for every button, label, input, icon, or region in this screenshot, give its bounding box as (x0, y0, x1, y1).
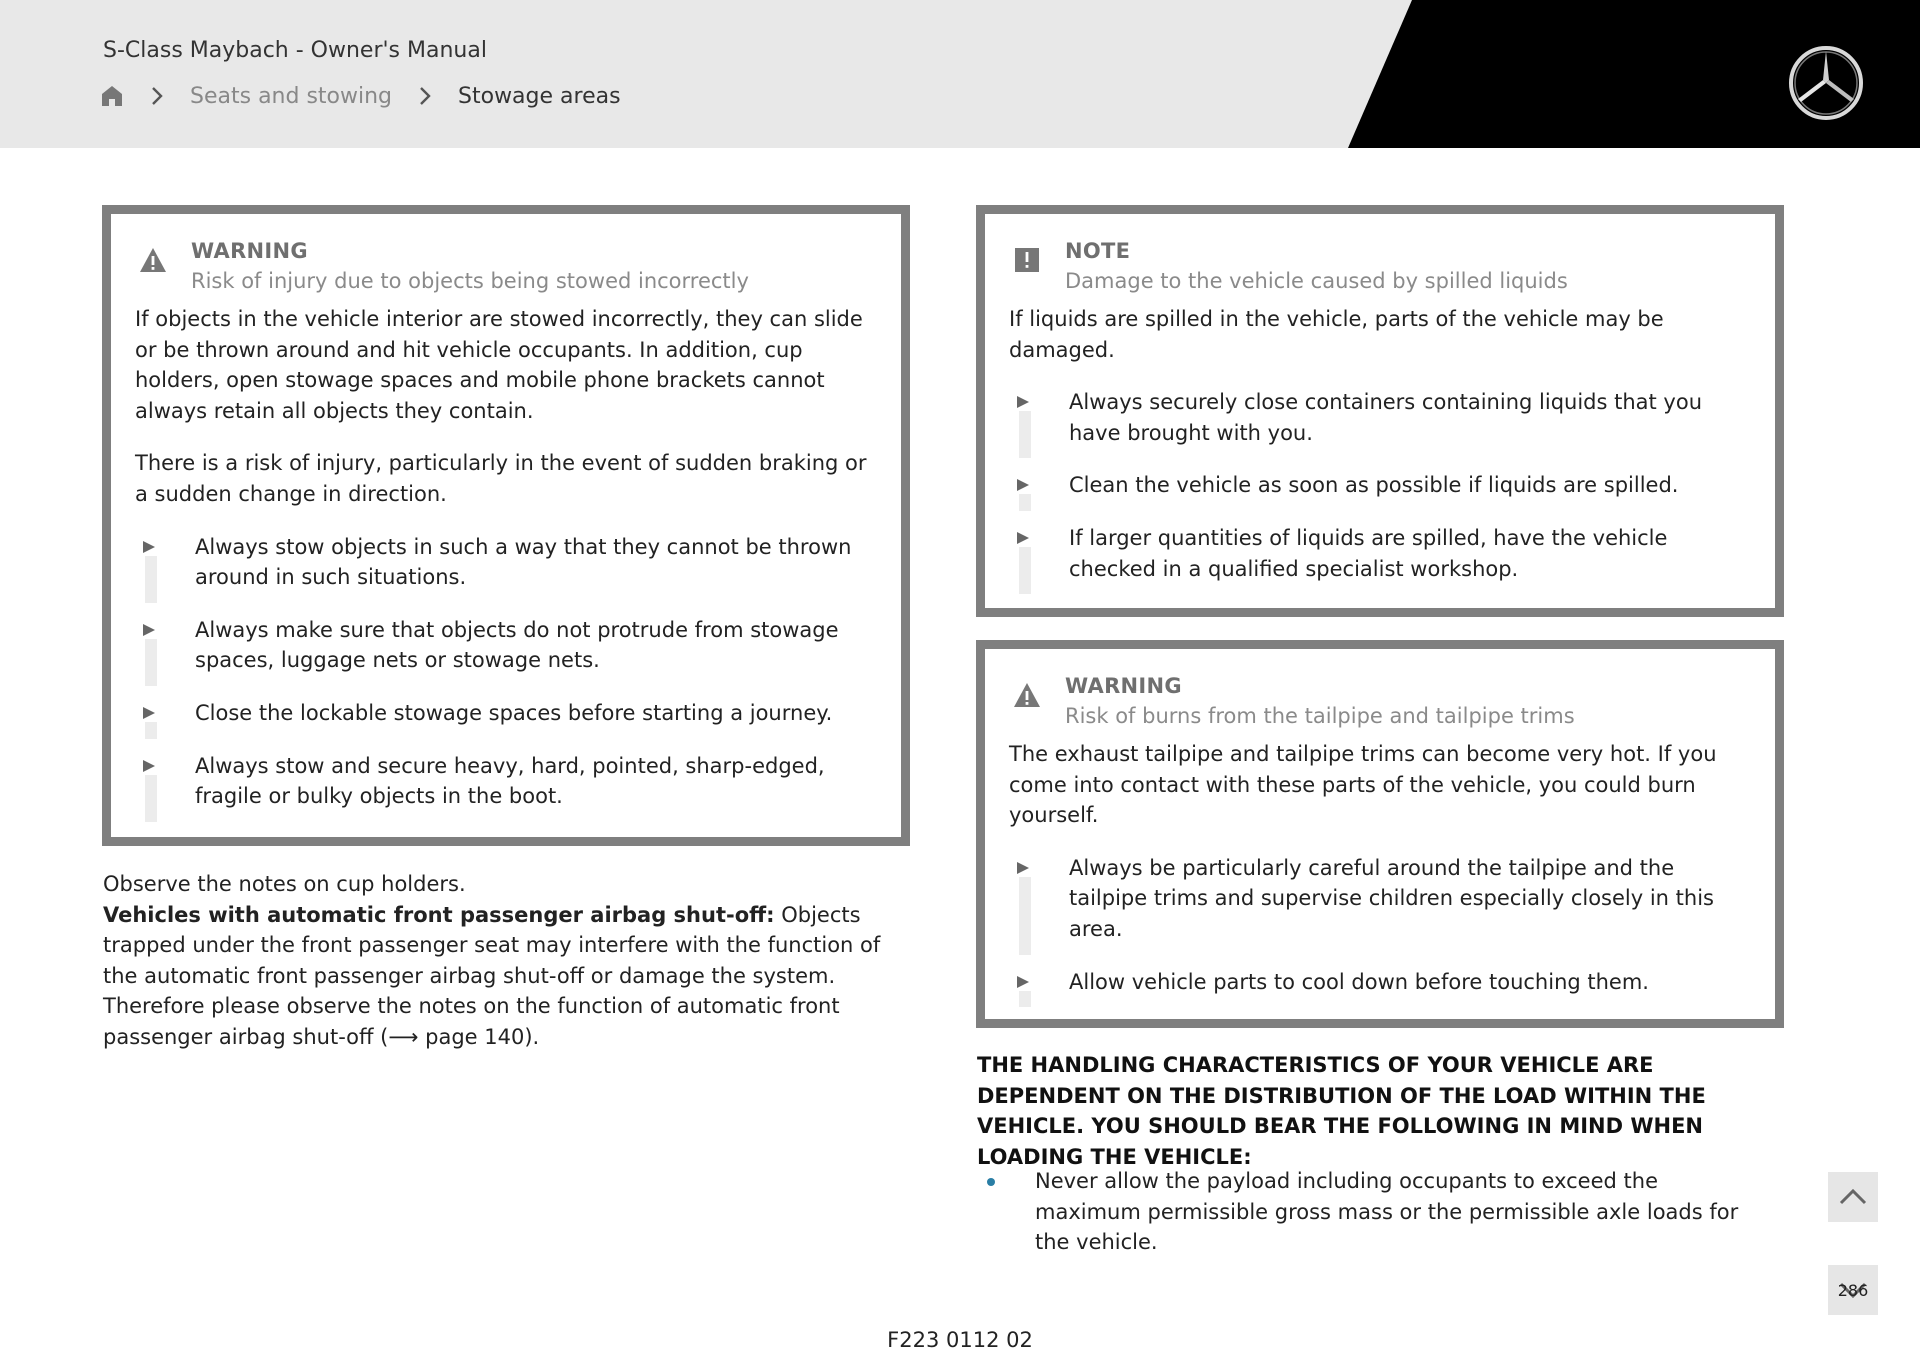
step-list (1009, 853, 1751, 997)
step-item: Always be particularly careful around the tailpipe and the tailpipe trims and supervise children especially closely in this area. (1009, 853, 1751, 945)
step-bar (1019, 547, 1031, 594)
play-arrow-icon (1016, 478, 1030, 492)
step-list (1009, 387, 1751, 584)
warning-paragraph: The exhaust tailpipe and tailpipe trims can become very hot. If you come into contact with these parts of the vehicle, you could burn yourself. (1009, 742, 1717, 828)
document-code: F223 0112 02 (887, 1328, 1033, 1352)
step-bar (1019, 991, 1031, 1008)
step-item: Always securely close containers containing liquids that you have brought with you. (1009, 387, 1751, 448)
breadcrumb (100, 80, 621, 112)
cup-holder-line: Observe the notes on cup holders. (103, 872, 466, 896)
box-type-label: WARNING (191, 239, 308, 263)
step-bar (1019, 411, 1031, 458)
chevron-right-icon (416, 84, 434, 108)
warning-paragraph: If objects in the vehicle interior are stowed incorrectly, they can slide or be thrown around and hit vehicle occupants. In addition, cup holders, open stowage spaces and mobile phone brackets cannot always retain all objects they contain. (135, 307, 863, 423)
home-icon[interactable] (100, 84, 124, 108)
step-bar (145, 639, 157, 686)
chevron-up-icon (1828, 1172, 1878, 1222)
airbag-shutoff-text: Objects trapped under the front passenger seat may interfere with the function of the automatic front passenger airbag shut-off or damage the system. Therefore please observe the notes on the function of automatic front passenger airbag shut-off (⟶ page 140). (103, 902, 881, 1049)
box-subtitle: Risk of injury due to objects being stowed incorrectly (191, 269, 749, 293)
play-arrow-icon (1016, 395, 1030, 409)
step-bar (1019, 494, 1031, 511)
step-item: Clean the vehicle as soon as possible if liquids are spilled. (1009, 470, 1751, 501)
step-item: Always make sure that objects do not protrude from stowage spaces, luggage nets or stowage nets. (135, 615, 877, 676)
page-header (0, 0, 1920, 148)
bullet-dot-icon (987, 1178, 995, 1186)
step-item: Allow vehicle parts to cool down before touching them. (1009, 967, 1751, 998)
step-item: Always stow objects in such a way that they cannot be thrown around in such situations. (135, 532, 877, 593)
step-bar (1019, 877, 1031, 955)
airbag-shutoff-lead: Vehicles with automatic front passenger airbag shut-off: (103, 902, 775, 927)
warning-triangle-icon (139, 246, 167, 274)
step-item: Always stow and secure heavy, hard, pointed, sharp-edged, fragile or bulky objects in the boot. (135, 751, 877, 812)
box-type-label: NOTE (1065, 239, 1131, 263)
step-item: If larger quantities of liquids are spilled, have the vehicle checked in a qualified specialist workshop. (1009, 523, 1751, 584)
step-bar (145, 556, 157, 603)
box-subtitle: Damage to the vehicle caused by spilled liquids (1065, 269, 1568, 293)
scroll-up-button[interactable] (1828, 1172, 1878, 1222)
step-bar (145, 775, 157, 822)
handling-heading: THE HANDLING CHARACTERISTICS OF YOUR VEHICLE ARE DEPENDENT ON THE DISTRIBUTION OF THE LOAD WITHIN THE VEHICLE. YOU SHOULD BEAR THE FOLLOWING IN MIND WHEN LOADING THE VEHICLE: (977, 1053, 1706, 1169)
airbag-shutoff-paragraph (103, 900, 913, 1053)
warning-box-stowage (102, 205, 910, 846)
warning-box-tailpipe (976, 640, 1784, 1028)
cup-holder-note (103, 869, 913, 1053)
warning-paragraph: There is a risk of injury, particularly in the event of sudden braking or a sudden change in direction. (135, 451, 867, 506)
play-arrow-icon (1016, 861, 1030, 875)
mercedes-star-logo (1788, 45, 1864, 121)
document-title: S-Class Maybach - Owner's Manual (103, 38, 487, 63)
note-paragraph: If liquids are spilled in the vehicle, parts of the vehicle may be damaged. (1009, 307, 1664, 362)
play-arrow-icon (142, 759, 156, 773)
step-list (135, 532, 877, 812)
breadcrumb-item-seats-and-stowing[interactable]: Seats and stowing (190, 83, 393, 109)
play-arrow-icon (142, 706, 156, 720)
header-accent-panel (0, 0, 1920, 148)
step-item: Close the lockable stowage spaces before starting a journey. (135, 698, 877, 729)
note-exclamation-icon (1013, 246, 1041, 274)
play-arrow-icon (142, 623, 156, 637)
chevron-right-icon (148, 84, 166, 108)
box-type-label: WARNING (1065, 674, 1182, 698)
step-bar (145, 722, 157, 739)
play-arrow-icon (1016, 975, 1030, 989)
page-number: 286 (1837, 1281, 1869, 1300)
scroll-down-button[interactable] (1828, 1265, 1878, 1315)
handling-bullet (977, 1166, 1767, 1258)
box-subtitle: Risk of burns from the tailpipe and tailpipe trims (1065, 704, 1575, 728)
note-box-liquids (976, 205, 1784, 617)
warning-triangle-icon (1013, 681, 1041, 709)
play-arrow-icon (142, 540, 156, 554)
play-arrow-icon (1016, 531, 1030, 545)
handling-bullet-text: Never allow the payload including occupants to exceed the maximum permissible gross mass or the permissible axle loads for the vehicle. (1035, 1169, 1739, 1255)
breadcrumb-item-stowage-areas: Stowage areas (458, 83, 621, 109)
